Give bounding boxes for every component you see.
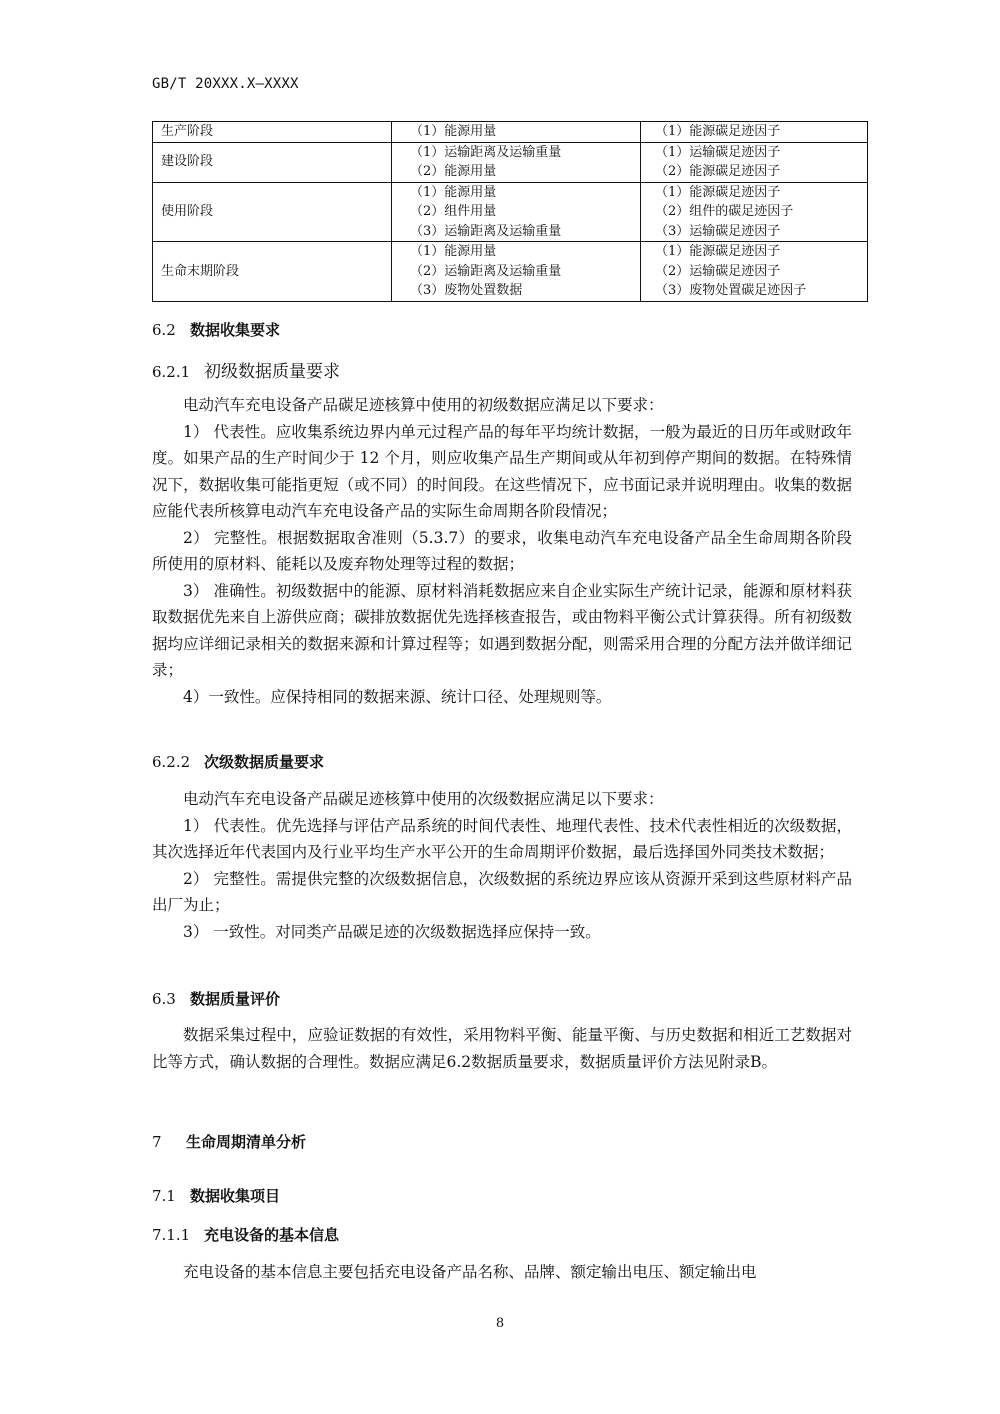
factor-cell — [641, 182, 868, 242]
cell-line: （1）能源用量 — [410, 124, 497, 139]
factor-cell — [641, 242, 868, 302]
section-number: 6.3 — [152, 990, 176, 1008]
table-row — [153, 242, 868, 302]
section-title: 数据收集要求 — [190, 321, 281, 339]
factor-cell — [641, 122, 868, 143]
paragraph: 充电设备的基本信息主要包括充电设备产品名称、品牌、额定输出电压、额定输出电 — [183, 1263, 757, 1281]
cell-line: （2）运输距离及运输重量 — [410, 263, 562, 279]
section-6-3-body — [152, 1022, 852, 1075]
section-6-2-2-body — [152, 786, 852, 945]
section-6-2-heading — [152, 319, 280, 340]
section-6-2-2-heading — [152, 751, 324, 772]
section-6-3-heading — [152, 988, 280, 1009]
list-item: 3） 一致性。对同类产品碳足迹的次级数据选择应保持一致。 — [183, 922, 601, 941]
cell-line: （1）能源碳足迹因子 — [655, 124, 781, 139]
section-title: 数据收集项目 — [190, 1187, 281, 1205]
section-7-1-1-body — [152, 1259, 852, 1286]
section-number: 7.1.1 — [152, 1226, 191, 1244]
section-number: 7.1 — [152, 1187, 176, 1205]
document-code-header: GB/T 20XXX.X—XXXX — [152, 76, 299, 92]
section-number: 7 — [152, 1133, 162, 1151]
cell-line: （2）能源碳足迹因子 — [655, 164, 781, 179]
cell-line: （3）运输距离及运输重量 — [410, 223, 562, 239]
cell-line: （1）能源用量 — [410, 244, 497, 259]
section-7-1-heading — [152, 1185, 280, 1206]
table-row — [153, 142, 868, 182]
list-item: 4）一致性。应保持相同的数据来源、统计口径、处理规则等。 — [183, 687, 612, 706]
table-row — [153, 182, 868, 242]
section-title: 生命周期清单分析 — [186, 1133, 307, 1151]
list-item: 1） 代表性。优先选择与评估产品系统的时间代表性、地理代表性、技术代表性相近的次级数据，其次选择近年代表国内及行业平均生产水平公开的生命周期评价数据，最后选择国外同类技术数据； — [152, 816, 852, 861]
cell-line: （1）能源碳足迹因子 — [655, 244, 781, 259]
section-title: 数据质量评价 — [190, 990, 281, 1008]
cell-line: （3）废物处置碳足迹因子 — [655, 283, 807, 298]
list-item: 2） 完整性。根据数据取舍准则（5.3.7）的要求，收集电动汽车充电设备产品全生命周期各阶段所使用的原材料、能耗以及废弃物处理等过程的数据； — [152, 528, 852, 573]
stage-cell: 生产阶段 — [153, 122, 392, 143]
data-cell — [392, 142, 641, 182]
cell-line: （3）废物处置数据 — [410, 283, 523, 298]
table-row — [153, 122, 868, 143]
section-title: 充电设备的基本信息 — [204, 1226, 340, 1244]
cell-line: （1）运输碳足迹因子 — [655, 144, 781, 160]
section-6-2-1-heading — [152, 357, 340, 382]
stage-cell: 生命末期阶段 — [153, 242, 392, 302]
stage-cell: 建设阶段 — [153, 142, 392, 182]
section-number: 6.2.2 — [152, 753, 191, 771]
section-title: 次级数据质量要求 — [204, 753, 325, 771]
section-number: 6.2.1 — [152, 363, 191, 381]
factor-cell — [641, 142, 868, 182]
cell-line: （2）能源用量 — [410, 164, 497, 179]
list-item: 2） 完整性。需提供完整的次级数据信息，次级数据的系统边界应该从资源开采到这些原材料产品出厂为止； — [152, 869, 852, 914]
section-6-2-1-body — [152, 392, 852, 710]
cell-line: （2）组件用量 — [410, 204, 497, 219]
page-number: 8 — [495, 1316, 505, 1331]
data-cell — [392, 122, 641, 143]
paragraph-intro: 电动汽车充电设备产品碳足迹核算中使用的次级数据应满足以下要求： — [183, 790, 664, 808]
section-7-1-1-heading — [152, 1224, 339, 1245]
data-cell — [392, 182, 641, 242]
cell-line: （1）能源用量 — [410, 184, 497, 200]
cell-line: （2）运输碳足迹因子 — [655, 263, 781, 279]
section-title: 初级数据质量要求 — [204, 362, 340, 382]
list-item: 3） 准确性。初级数据中的能源、原材料消耗数据应来自企业实际生产统计记录，能源和原材料获取数据优先来自上游供应商；碳排放数据优先选择核查报告，或由物料平衡公式计算获得。所有初级数据均应详细记录相关的数据来源和计算过程等；如遇到数据分配，则需采用合理的分配方法并做详细记录； — [152, 581, 852, 679]
stage-cell: 使用阶段 — [153, 182, 392, 242]
data-cell — [392, 242, 641, 302]
section-7-heading — [152, 1131, 306, 1152]
cell-line: （2）组件的碳足迹因子 — [655, 204, 794, 219]
cell-line: （1）能源碳足迹因子 — [655, 184, 781, 200]
data-requirements-table — [152, 121, 868, 302]
paragraph: 数据采集过程中，应验证数据的有效性，采用物料平衡、能量平衡、与历史数据和相近工艺数据对比等方式，确认数据的合理性。数据应满足6.2数据质量要求，数据质量评价方法见附录B。 — [152, 1026, 852, 1071]
section-number: 6.2 — [152, 321, 176, 339]
cell-line: （3）运输碳足迹因子 — [655, 223, 781, 239]
cell-line: （1）运输距离及运输重量 — [410, 144, 562, 160]
paragraph-intro: 电动汽车充电设备产品碳足迹核算中使用的初级数据应满足以下要求： — [183, 396, 664, 414]
list-item: 1） 代表性。应收集系统边界内单元过程产品的每年平均统计数据，一般为最近的日历年或财政年度。如果产品的生产时间少于 12 个月，则应收集产品生产期间或从年初到停产期间的数据。在特殊情况下，数据收集可能指更短（或不同）的时间段。在这些情况下，应书面记录并说明理由。收集的数据应能代表所核算电动汽车充电设备产品的实际生命周期各阶段情况； — [152, 422, 852, 520]
